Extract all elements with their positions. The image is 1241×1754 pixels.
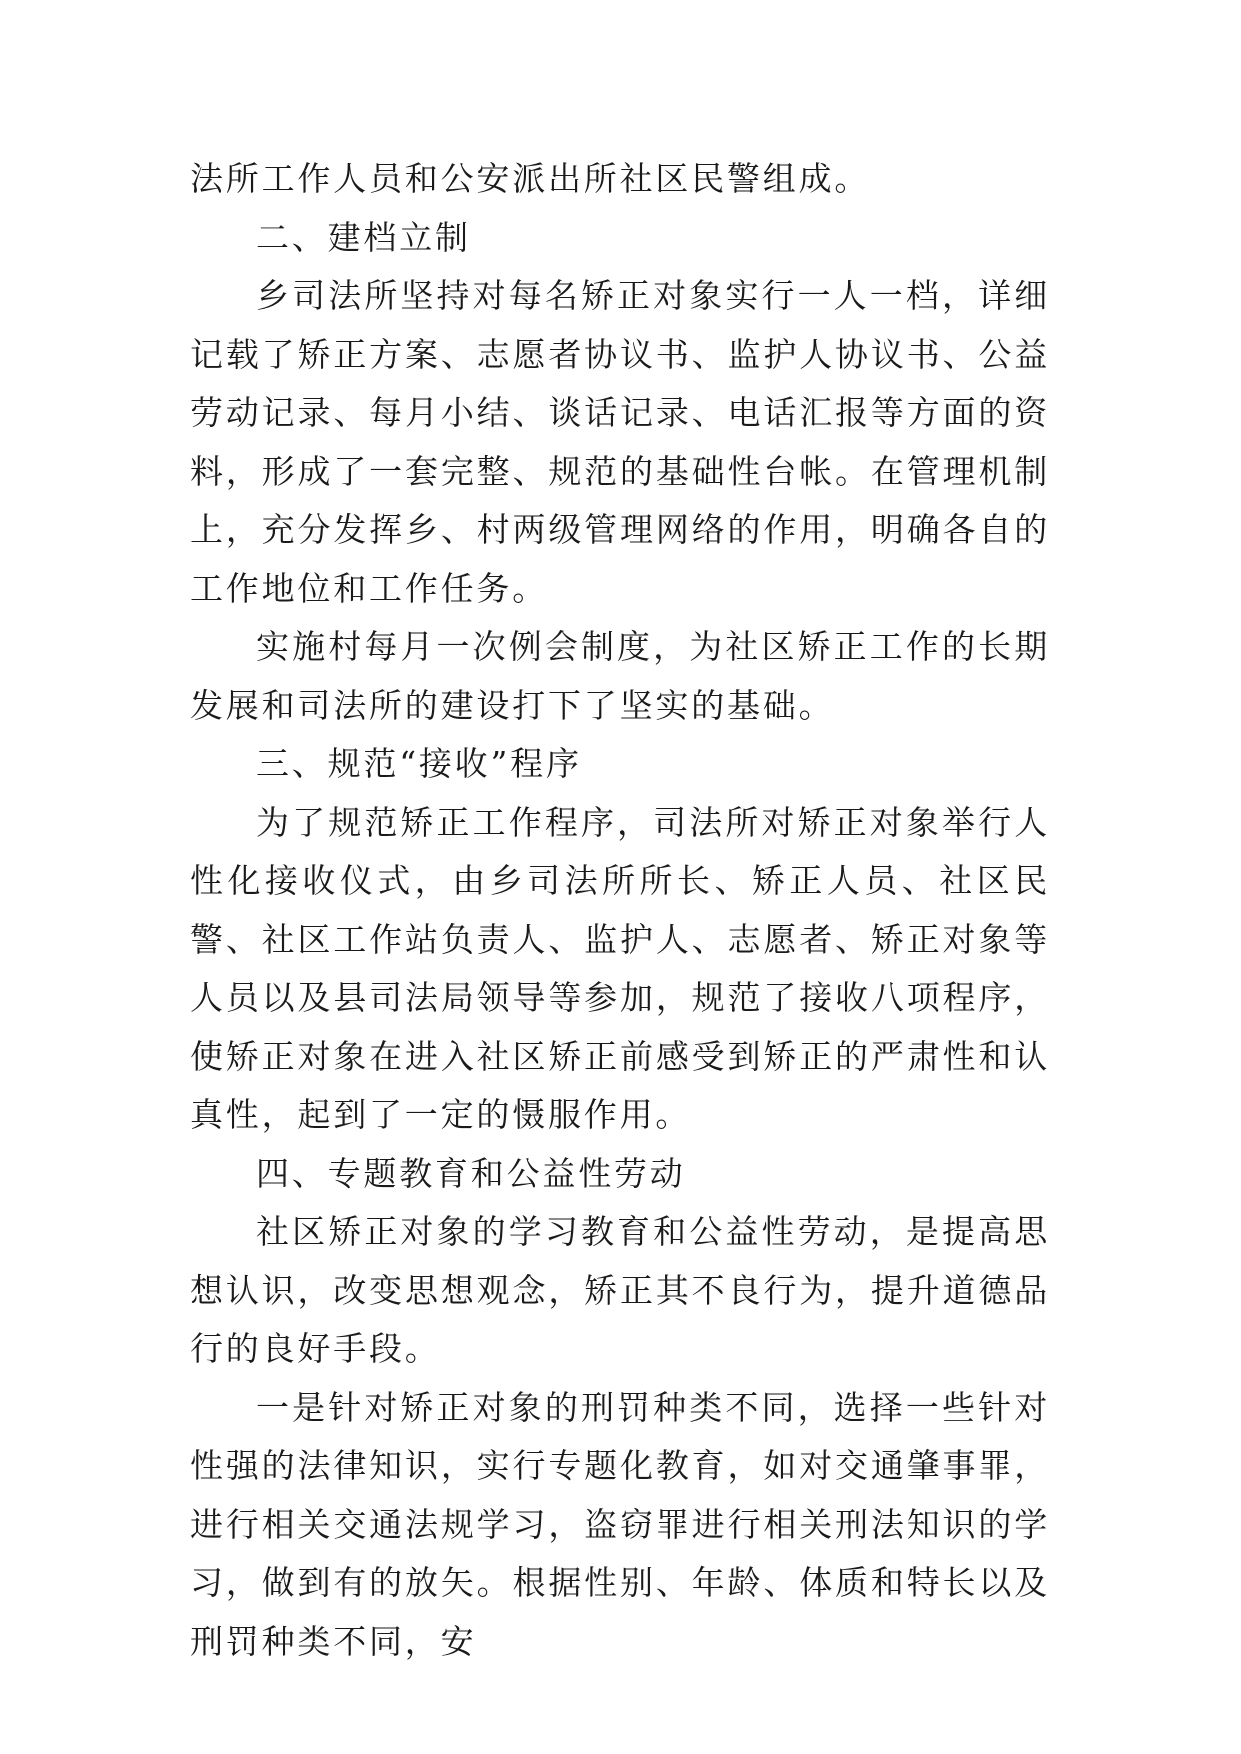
section-heading-2: 二、建档立制	[256, 217, 471, 257]
paragraph: 社区矫正对象的学习教育和公益性劳动，是提高思想认识，改变思想观念，矫正其不良行为，提升道德品行的良好手段。	[190, 1212, 1050, 1368]
paragraph: 实施村每月一次例会制度，为社区矫正工作的长期发展和司法所的建设打下了坚实的基础。	[190, 627, 1050, 725]
paragraph-continuation: 法所工作人员和公安派出所社区民警组成。	[190, 159, 871, 198]
paragraph: 一是针对矫正对象的刑罚种类不同，选择一些针对性强的法律知识，实行专题化教育，如对交通肇事罪，进行相关交通法规学习，盗窃罪进行相关刑法知识的学习，做到有的放矢。根据性别、年龄、体质和特长以及刑罚种类不同，安	[190, 1387, 1050, 1661]
document-body	[190, 150, 1050, 1671]
paragraph: 为了规范矫正工作程序，司法所对矫正对象举行人性化接收仪式，由乡司法所所长、矫正人员、社区民警、社区工作站负责人、监护人、志愿者、矫正对象等人员以及县司法局领导等参加，规范了接收八项程序，使矫正对象在进入社区矫正前感受到矫正的严肃性和认真性，起到了一定的慑服作用。	[190, 802, 1050, 1134]
paragraph: 乡司法所坚持对每名矫正对象实行一人一档，详细记载了矫正方案、志愿者协议书、监护人协议书、公益劳动记录、每月小结、谈话记录、电话汇报等方面的资料，形成了一套完整、规范的基础性台帐。在管理机制上，充分发挥乡、村两级管理网络的作用，明确各自的工作地位和工作任务。	[190, 276, 1050, 608]
section-heading-3: 三、规范“接收”程序	[256, 744, 582, 783]
section-heading-4: 四、专题教育和公益性劳动	[256, 1153, 686, 1193]
